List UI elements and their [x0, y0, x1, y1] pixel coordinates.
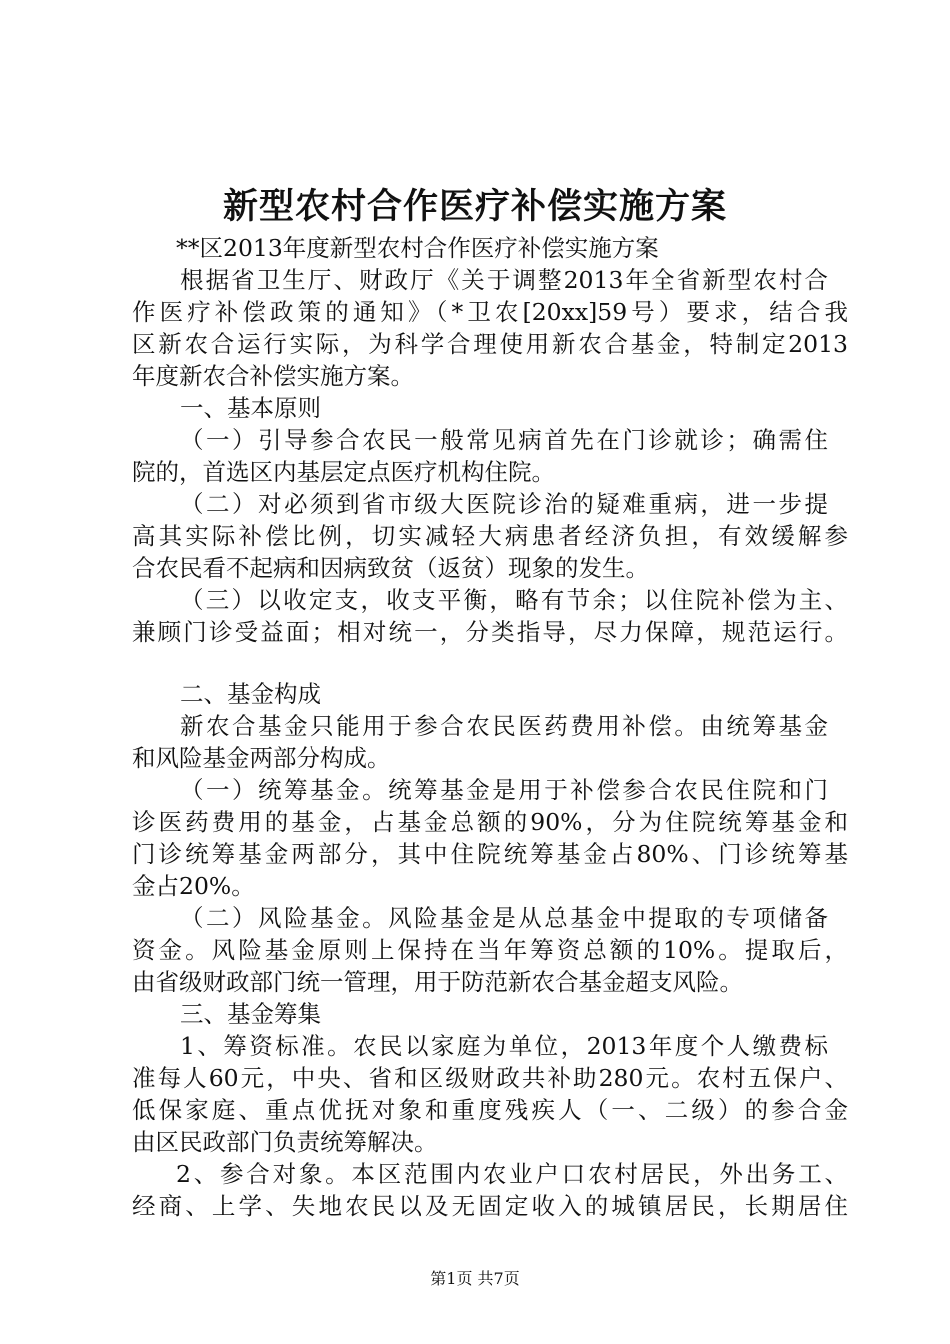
body-line: （二）风险基金。风险基金是从总基金中提取的专项储备 — [180, 904, 828, 932]
body-line: 和风险基金两部分构成。 — [132, 744, 391, 772]
body-line: （一）引导参合农民一般常见病首先在门诊就诊；确需住 — [180, 426, 828, 454]
section-heading: 三、基金筹集 — [180, 1000, 321, 1028]
body-line: 准每人60元，中央、省和区级财政共补助280元。农村五保户、 — [132, 1064, 848, 1092]
body-line: （一）统筹基金。统筹基金是用于补偿参合农民住院和门 — [180, 776, 828, 804]
body-line: 1、筹资标准。农民以家庭为单位，2013年度个人缴费标 — [180, 1032, 828, 1060]
body-line: 由省级财政部门统一管理，用于防范新农合基金超支风险。 — [132, 968, 743, 996]
body-line: 年度新农合补偿实施方案。 — [132, 362, 414, 390]
body-line: 新农合基金只能用于参合农民医药费用补偿。由统筹基金 — [180, 712, 828, 740]
body-line: 2、参合对象。本区范围内农业户口农村居民，外出务工、 — [176, 1160, 848, 1188]
body-line: 兼顾门诊受益面；相对统一，分类指导，尽力保障，规范运行。 — [132, 618, 848, 646]
document-title: 新型农村合作医疗补偿实施方案 — [222, 187, 727, 227]
body-line: 区新农合运行实际，为科学合理使用新农合基金，特制定2013 — [132, 330, 848, 358]
body-line: 资金。风险基金原则上保持在当年筹资总额的10%。提取后， — [132, 936, 848, 964]
body-line: 作医疗补偿政策的通知》（*卫农[20xx]59号）要求，结合我 — [132, 298, 848, 326]
body-line: 院的，首选区内基层定点医疗机构住院。 — [132, 458, 555, 486]
body-line: 金占20%。 — [132, 872, 255, 900]
body-line: （三）以收定支，收支平衡，略有节余；以住院补偿为主、 — [180, 586, 848, 614]
section-heading: 一、基本原则 — [180, 394, 321, 422]
section-heading: 二、基金构成 — [180, 680, 321, 708]
body-line: 低保家庭、重点优抚对象和重度残疾人（一、二级）的参合金 — [132, 1096, 848, 1124]
body-line: 诊医药费用的基金，占基金总额的90%，分为住院统筹基金和 — [132, 808, 848, 836]
body-line: 经商、上学、失地农民以及无固定收入的城镇居民，长期居住 — [132, 1192, 848, 1220]
page-number: 第1页 共7页 — [430, 1269, 520, 1288]
body-line: 由区民政部门负责统筹解决。 — [132, 1128, 438, 1156]
body-line: 根据省卫生厅、财政厅《关于调整2013年全省新型农村合 — [180, 266, 828, 294]
body-line: 门诊统筹基金两部分，其中住院统筹基金占80%、门诊统筹基 — [132, 840, 848, 868]
body-line: 高其实际补偿比例，切实减轻大病患者经济负担，有效缓解参 — [132, 522, 848, 550]
body-line: （二）对必须到省市级大医院诊治的疑难重病，进一步提 — [180, 490, 828, 518]
subtitle-line: **区2013年度新型农村合作医疗补偿实施方案 — [176, 234, 659, 262]
body-line: 合农民看不起病和因病致贫（返贫）现象的发生。 — [132, 554, 649, 582]
